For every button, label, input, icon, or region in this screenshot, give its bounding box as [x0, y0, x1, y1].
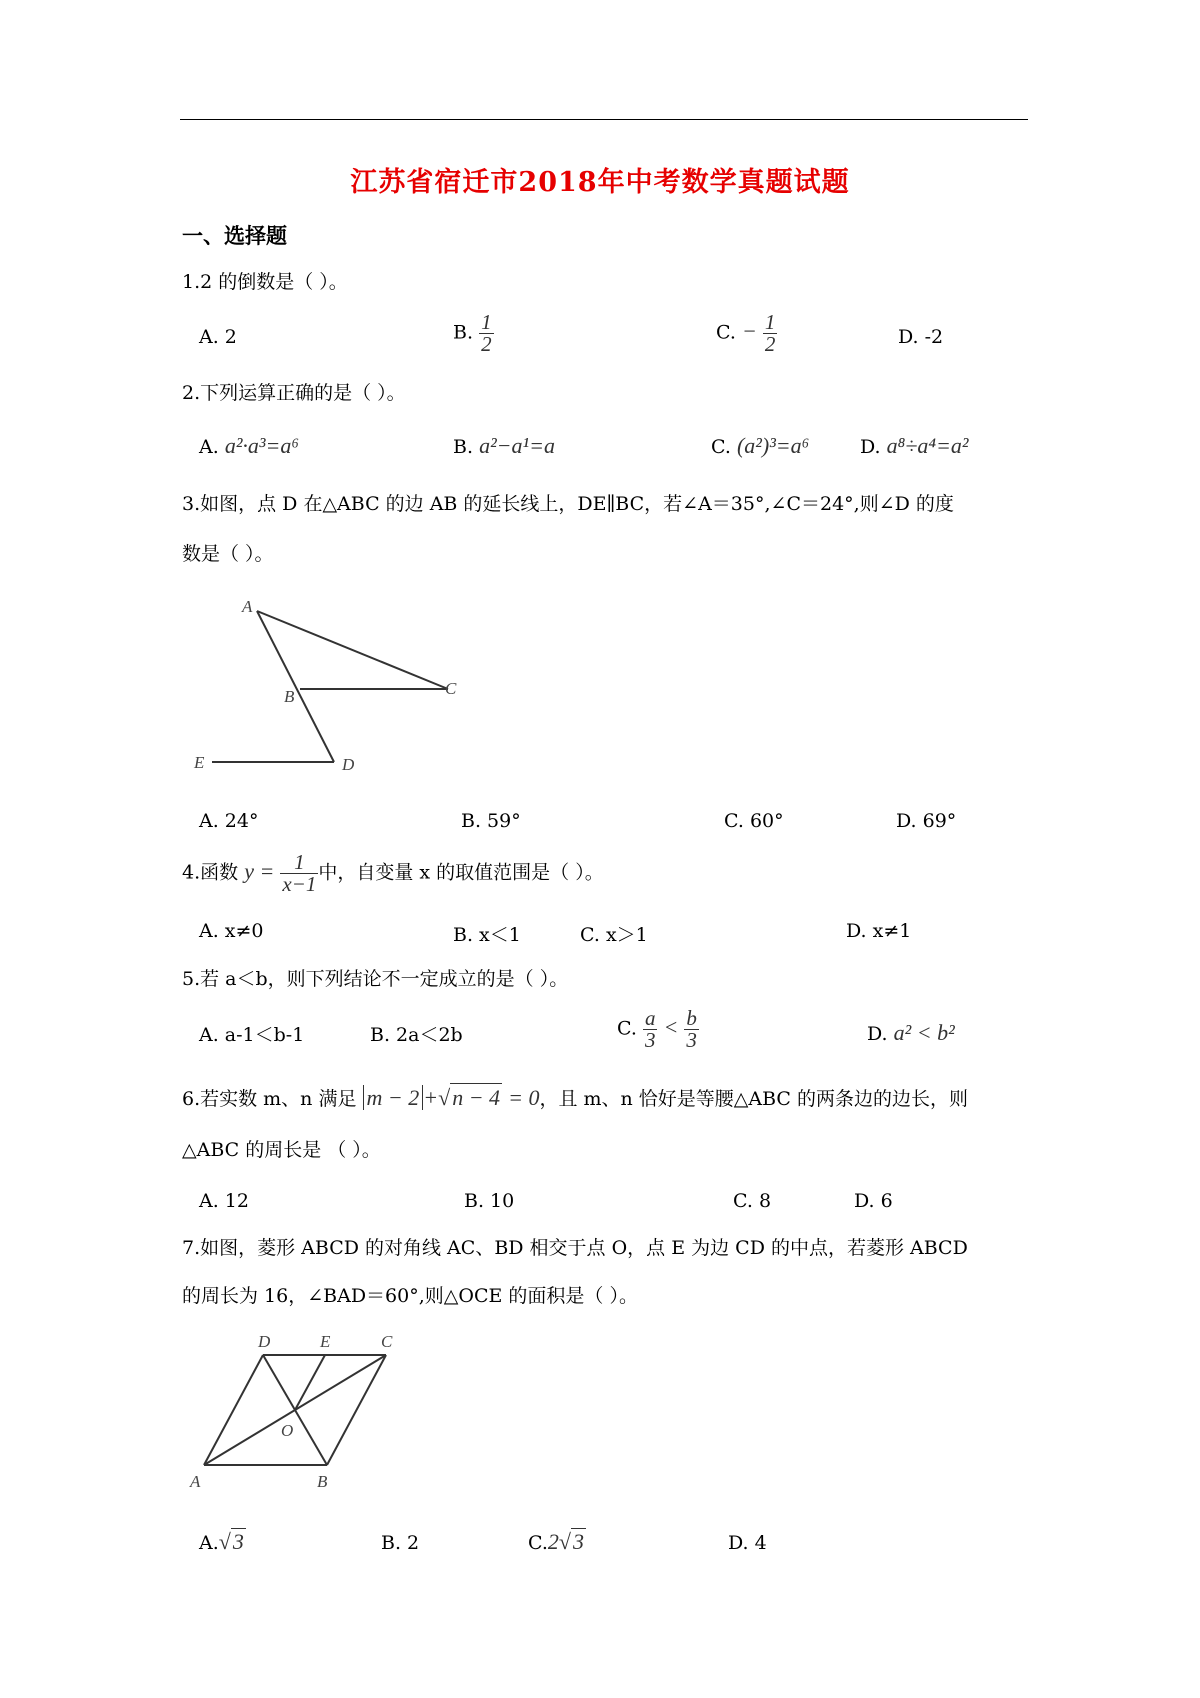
q4-option-b: B. x＜1: [453, 924, 521, 946]
question-4-stem: 4.函数 y = $\frac{1}{x-1}$ 中，自变量 x 的取值范围是（ ）。: [182, 850, 604, 896]
label-e: E: [320, 1332, 331, 1351]
label-d: D: [258, 1332, 271, 1351]
q5-option-c: C. $\frac{a}{3}$ < $\frac{b}{3}$: [617, 1006, 697, 1052]
question-6-stem-line2: △ABC 的周长是 （ ）。: [182, 1139, 381, 1161]
q2-option-b: B. a²−a¹=a: [453, 433, 555, 458]
q4-option-d: D. x≠1: [846, 920, 912, 942]
label-c: C: [381, 1332, 393, 1351]
q4-option-c: C. x＞1: [580, 924, 648, 946]
label-b: B: [317, 1472, 328, 1491]
q3-option-b: B. 59°: [461, 810, 521, 832]
q5-option-a: A. a-1＜b-1: [199, 1024, 305, 1046]
label-a: A: [242, 597, 253, 616]
rhombus-figure: [180, 1325, 430, 1495]
q6-option-d: D. 6: [854, 1190, 893, 1212]
q3-option-c: C. 60°: [724, 810, 784, 832]
q1-option-b: B. $\frac{1}{2}$: [453, 310, 492, 356]
question-2-stem: 2.下列运算正确的是（ ）。: [182, 382, 406, 404]
label-b: B: [284, 687, 295, 706]
q1-option-a: A. 2: [199, 326, 237, 348]
question-7-stem-line2: 的周长为 16，∠BAD＝60°,则△OCE 的面积是（ ）。: [182, 1285, 638, 1307]
q5-option-b: B. 2a＜2b: [370, 1024, 463, 1046]
question-1-stem: 1.2 的倒数是（ ）。: [182, 271, 348, 293]
question-3-stem-line2: 数是（ ）。: [182, 543, 274, 565]
label-d: D: [342, 755, 355, 774]
section-title: 一、选择题: [182, 223, 287, 248]
question-7-stem-line1: 7.如图，菱形 ABCD 的对角线 AC、BD 相交于点 O，点 E 为边 CD 的中点，若菱形 ABCD: [182, 1237, 968, 1259]
q5-option-d: D. a² < b²: [867, 1020, 955, 1045]
q4-option-a: A. x≠0: [199, 920, 264, 942]
q2-option-c: C. (a²)³=a⁶: [711, 433, 810, 458]
q7-option-c: C.2 √ 3: [528, 1529, 584, 1554]
q6-option-b: B. 10: [464, 1190, 515, 1212]
question-3-stem-line1: 3.如图，点 D 在△ABC 的边 AB 的延长线上，DE∥BC，若∠A＝35°,∠C＝24°,则∠D 的度: [182, 493, 954, 515]
q1-option-c: C. − $\frac{1}{2}$: [716, 310, 776, 356]
label-a: A: [190, 1472, 201, 1491]
q7-option-b: B. 2: [381, 1532, 420, 1554]
q3-option-a: A. 24°: [199, 810, 259, 832]
question-6-stem-line1: 6.若实数 m、n 满足 m − 2 + √ n − 4 = 0，且 m、n 恰好是等腰△ABC 的两条边的边长，则: [182, 1085, 969, 1110]
q2-option-d: D. a⁸÷a⁴=a²: [860, 433, 969, 458]
q7-option-d: D. 4: [728, 1532, 767, 1554]
label-o: O: [281, 1421, 294, 1440]
header-rule: [180, 119, 1028, 120]
question-5-stem: 5.若 a＜b，则下列结论不一定成立的是（ ）。: [182, 968, 569, 990]
q3-option-d: D. 69°: [896, 810, 957, 832]
q1-option-d: D. -2: [898, 326, 944, 348]
q2-option-a: A. a²·a³=a⁶: [199, 433, 299, 458]
label-c: C: [445, 679, 457, 698]
label-e: E: [194, 753, 205, 772]
q7-option-a: A. √ 3: [199, 1529, 244, 1554]
page-title: 江苏省宿迁市2018年中考数学真题试题: [350, 167, 850, 198]
q6-option-c: C. 8: [733, 1190, 772, 1212]
triangle-figure: [180, 590, 480, 790]
q6-option-a: A. 12: [199, 1190, 249, 1212]
